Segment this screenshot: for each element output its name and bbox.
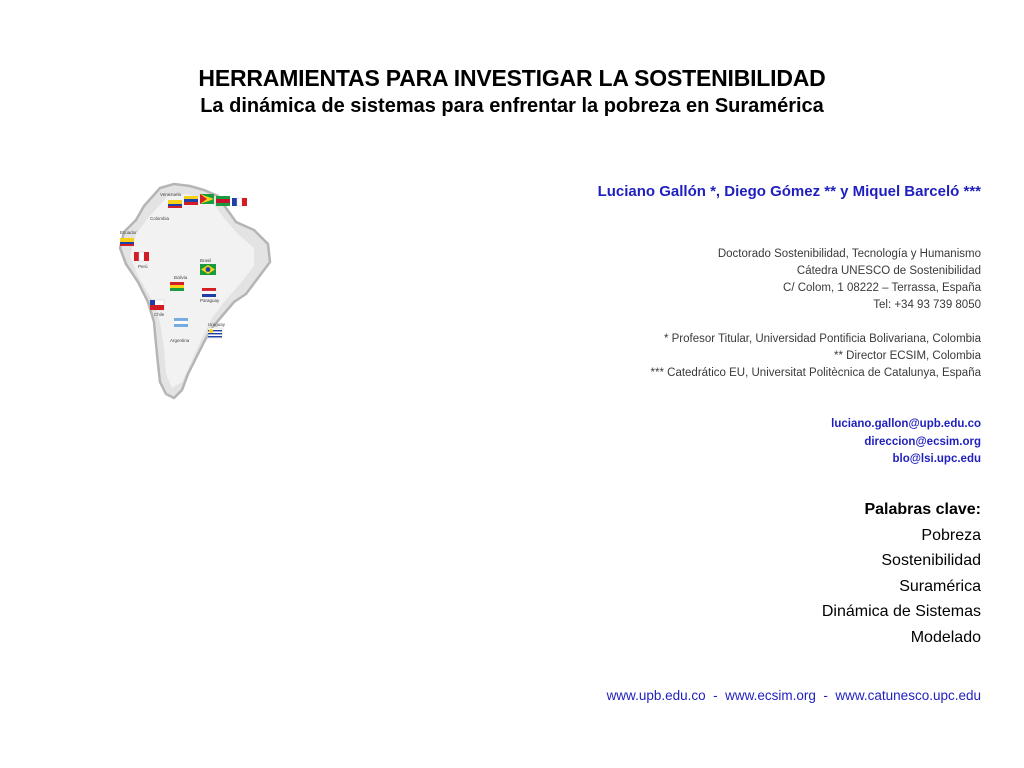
note-line: ** Director ECSIM, Colombia <box>834 350 981 362</box>
flag-bolivia <box>170 282 184 291</box>
flag-colombia <box>168 200 182 208</box>
footer-links <box>607 688 981 703</box>
link-separator: - <box>815 688 836 703</box>
note-line: *** Catedrático EU, Universitat Politècnica de Catalunya, España <box>650 367 981 379</box>
email-link[interactable]: blo@lsi.upc.edu <box>892 453 981 465</box>
keywords-block <box>822 497 981 650</box>
keyword-item: Sostenibilidad <box>881 552 981 569</box>
flag-chile <box>150 300 164 310</box>
flag-ecuador <box>120 238 134 246</box>
flag-peru <box>134 252 149 261</box>
link-catunesco[interactable]: www.catunesco.upc.edu <box>835 688 981 703</box>
keyword-item: Modelado <box>910 628 981 646</box>
flag-guyana <box>200 194 214 204</box>
note-line: * Profesor Titular, Universidad Pontificia Bolivariana, Colombia <box>663 333 981 345</box>
affiliation-line: C/ Colom, 1 08222 – Terrassa, España <box>783 282 981 294</box>
map-label: Uruguay <box>208 322 226 327</box>
map-label: Paraguay <box>200 298 220 303</box>
email-link[interactable]: luciano.gallon@upb.edu.co <box>831 418 981 430</box>
affiliation-line: Tel: +34 93 739 8050 <box>873 299 981 311</box>
link-upb[interactable]: www.upb.edu.co <box>606 688 706 703</box>
email-list <box>831 416 981 469</box>
authors: Luciano Gallón *, Diego Gómez ** y Miquel Barceló *** <box>597 183 981 200</box>
map-label: Brasil <box>200 258 212 263</box>
keywords-heading: Palabras clave: <box>864 501 981 518</box>
map-label: Argentina <box>170 338 190 343</box>
email-link[interactable]: direccion@ecsim.org <box>864 435 981 448</box>
map-label: Venezuela <box>160 192 182 197</box>
link-separator: - <box>705 688 726 703</box>
flag-suriname <box>216 196 230 206</box>
keyword-item: Suramérica <box>899 577 981 595</box>
map-label: Ecuador <box>120 230 137 235</box>
flag-brazil <box>200 264 216 275</box>
flag-uruguay <box>208 328 222 338</box>
flag-guiana <box>232 198 247 206</box>
map-label: Chile <box>154 312 165 317</box>
keyword-item: Dinámica de Sistemas <box>821 603 981 620</box>
link-ecsim[interactable]: www.ecsim.org <box>725 688 816 703</box>
page-title: HERRAMIENTAS PARA INVESTIGAR LA SOSTENIBILIDAD <box>198 65 826 91</box>
title-block <box>0 64 1024 119</box>
keyword-item: Pobreza <box>921 526 981 544</box>
map-label: Perú <box>138 264 148 269</box>
spacer <box>651 314 981 331</box>
flag-paraguay <box>202 288 216 297</box>
page-subtitle: La dinámica de sistemas para enfrentar la pobreza en Suramérica <box>200 95 824 117</box>
affiliation-block <box>651 246 981 382</box>
affiliation-line: Cátedra UNESCO de Sostenibilidad <box>796 265 981 277</box>
map-label: Bolivia <box>174 275 188 280</box>
affiliation-line: Doctorado Sostenibilidad, Tecnología y Humanismo <box>717 248 981 260</box>
map-label: Colombia <box>150 216 170 221</box>
flag-argentina <box>174 318 188 327</box>
flag-venezuela <box>184 196 198 205</box>
south-america-map <box>108 178 280 406</box>
